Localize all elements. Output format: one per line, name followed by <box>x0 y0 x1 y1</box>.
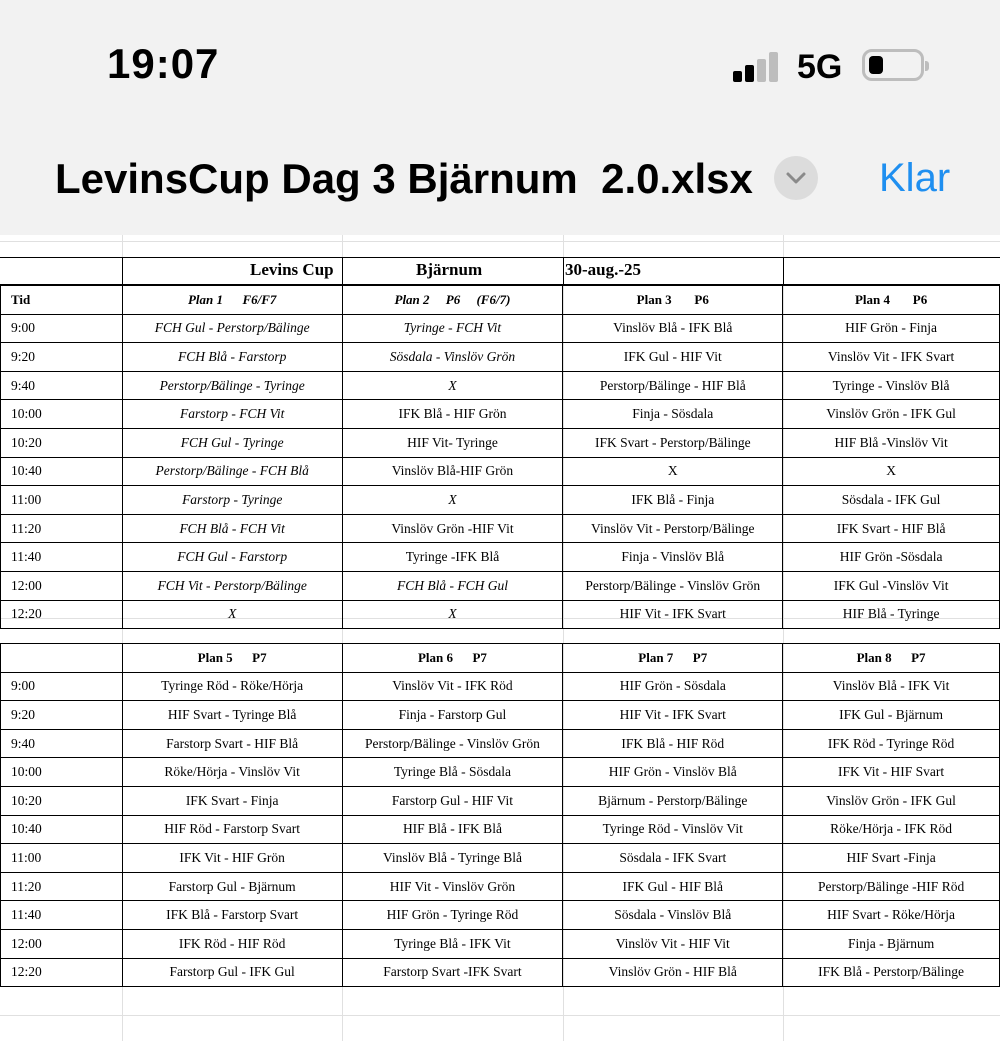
time-cell[interactable]: 11:40 <box>1 901 123 930</box>
table-row <box>1 343 1000 372</box>
match-cell[interactable]: IFK Blå - Farstorp Svart <box>122 901 342 930</box>
match-cell[interactable]: Perstorp/Bälinge - Vinslöv Grön <box>563 571 783 600</box>
match-cell[interactable]: IFK Svart - Finja <box>122 786 342 815</box>
match-cell[interactable]: HIF Vit - IFK Svart <box>563 701 783 730</box>
table-row <box>1 815 1000 844</box>
match-cell[interactable]: HIF Svart -Finja <box>783 844 1000 873</box>
match-cell[interactable]: FCH Gul - Tyringe <box>122 428 342 457</box>
table-row <box>1 457 1000 486</box>
match-cell[interactable]: IFK Svart - HIF Blå <box>783 514 1000 543</box>
match-cell[interactable]: HIF Grön - Sösdala <box>563 672 783 701</box>
match-cell[interactable]: Farstorp Gul - Bjärnum <box>122 872 342 901</box>
header-field-4[interactable]: Plan 8 P7 <box>783 644 1000 673</box>
match-cell[interactable]: Vinslöv Grön -HIF Vit <box>342 514 563 543</box>
match-cell[interactable]: IFK Vit - HIF Grön <box>122 844 342 873</box>
match-cell[interactable]: HIF Svart - Tyringe Blå <box>122 701 342 730</box>
match-cell[interactable]: Farstorp Svart - HIF Blå <box>122 729 342 758</box>
match-cell[interactable]: X <box>342 600 563 629</box>
match-cell[interactable]: IFK Svart - Perstorp/Bälinge <box>563 428 783 457</box>
time-cell[interactable]: 9:00 <box>1 314 123 343</box>
header-field-3[interactable]: Plan 7 P7 <box>563 644 783 673</box>
match-cell[interactable]: FCH Blå - FCH Vit <box>122 514 342 543</box>
match-cell[interactable]: Tyringe Röd - Vinslöv Vit <box>563 815 783 844</box>
spreadsheet-view[interactable] <box>0 235 1000 1041</box>
time-cell[interactable]: 11:00 <box>1 844 123 873</box>
match-cell[interactable]: Tyringe - Vinslöv Blå <box>783 371 1000 400</box>
table-row <box>1 314 1000 343</box>
match-cell[interactable]: HIF Grön -Sösdala <box>783 543 1000 572</box>
time-cell[interactable]: 10:00 <box>1 400 123 429</box>
time-cell[interactable]: 11:00 <box>1 486 123 515</box>
match-cell[interactable]: IFK Gul - HIF Vit <box>563 343 783 372</box>
time-cell[interactable]: 12:20 <box>1 600 123 629</box>
time-cell[interactable]: 10:20 <box>1 786 123 815</box>
match-cell[interactable]: Vinslöv Blå - IFK Vit <box>783 672 1000 701</box>
header-field-1[interactable]: Plan 5 P7 <box>122 644 342 673</box>
match-cell[interactable]: IFK Blå - Perstorp/Bälinge <box>783 958 1000 987</box>
event-date: 30-aug.-25 <box>565 260 642 279</box>
table-row <box>1 400 1000 429</box>
match-cell[interactable]: IFK Gul - Bjärnum <box>783 701 1000 730</box>
match-cell[interactable]: X <box>342 486 563 515</box>
time-cell[interactable]: 9:40 <box>1 729 123 758</box>
match-cell[interactable]: HIF Blå -Vinslöv Vit <box>783 428 1000 457</box>
table-row <box>1 428 1000 457</box>
match-cell[interactable]: IFK Röd - HIF Röd <box>122 929 342 958</box>
time-cell[interactable]: 10:40 <box>1 815 123 844</box>
match-cell[interactable]: Finja - Vinslöv Blå <box>563 543 783 572</box>
chevron-down-icon <box>785 169 807 187</box>
match-cell[interactable]: Röke/Hörja - Vinslöv Vit <box>122 758 342 787</box>
match-cell[interactable]: IFK Vit - HIF Svart <box>783 758 1000 787</box>
match-cell[interactable]: Perstorp/Bälinge - Tyringe <box>122 371 342 400</box>
header-time[interactable]: Tid <box>1 286 123 315</box>
time-cell[interactable]: 10:00 <box>1 758 123 787</box>
table-row <box>1 672 1000 701</box>
table-row <box>1 901 1000 930</box>
table-row <box>1 844 1000 873</box>
match-cell[interactable]: Vinslöv Vit - IFK Röd <box>342 672 563 701</box>
table-row <box>1 701 1000 730</box>
match-cell[interactable]: Perstorp/Bälinge -HIF Röd <box>783 872 1000 901</box>
time-cell[interactable]: 9:00 <box>1 672 123 701</box>
match-cell[interactable]: HIF Röd - Farstorp Svart <box>122 815 342 844</box>
table-row <box>1 786 1000 815</box>
table-row <box>1 543 1000 572</box>
match-cell[interactable]: Tyringe Blå - Sösdala <box>342 758 563 787</box>
header-field-2[interactable]: Plan 6 P7 <box>342 644 563 673</box>
match-cell[interactable]: IFK Blå - HIF Röd <box>563 729 783 758</box>
header-field-4[interactable]: Plan 4 P6 <box>783 286 1000 315</box>
time-cell[interactable]: 11:20 <box>1 872 123 901</box>
venue-name: Bjärnum <box>416 260 483 279</box>
match-cell[interactable]: Vinslöv Vit - Perstorp/Bälinge <box>563 514 783 543</box>
match-cell[interactable]: X <box>342 371 563 400</box>
match-cell[interactable]: Tyringe -IFK Blå <box>342 543 563 572</box>
match-cell[interactable]: Farstorp Gul - HIF Vit <box>342 786 563 815</box>
time-cell[interactable]: 12:00 <box>1 571 123 600</box>
match-cell[interactable]: Sösdala - IFK Gul <box>783 486 1000 515</box>
match-cell[interactable]: X <box>563 457 783 486</box>
match-cell[interactable]: Röke/Hörja - IFK Röd <box>783 815 1000 844</box>
table-row <box>1 872 1000 901</box>
table-row <box>1 600 1000 629</box>
match-cell[interactable]: HIF Svart - Röke/Hörja <box>783 901 1000 930</box>
match-cell[interactable]: X <box>783 457 1000 486</box>
match-cell[interactable]: HIF Grön - Vinslöv Blå <box>563 758 783 787</box>
time-cell[interactable]: 11:20 <box>1 514 123 543</box>
match-cell[interactable]: HIF Blå - IFK Blå <box>342 815 563 844</box>
table-row <box>1 571 1000 600</box>
time-cell[interactable]: 9:20 <box>1 701 123 730</box>
match-cell[interactable]: HIF Vit - IFK Svart <box>563 600 783 629</box>
match-cell[interactable]: HIF Grön - Tyringe Röd <box>342 901 563 930</box>
header-field-1[interactable]: Plan 1 F6/F7 <box>122 286 342 315</box>
match-cell[interactable]: FCH Gul - Perstorp/Bälinge <box>122 314 342 343</box>
match-cell[interactable]: Vinslöv Blå - IFK Blå <box>563 314 783 343</box>
match-cell[interactable]: HIF Vit - Vinslöv Grön <box>342 872 563 901</box>
time-cell[interactable]: 10:40 <box>1 457 123 486</box>
table-row <box>1 729 1000 758</box>
time-cell[interactable]: 11:40 <box>1 543 123 572</box>
header-time[interactable] <box>1 644 123 673</box>
match-cell[interactable]: Farstorp Svart -IFK Svart <box>342 958 563 987</box>
match-cell[interactable]: HIF Grön - Finja <box>783 314 1000 343</box>
match-cell[interactable]: IFK Blå - HIF Grön <box>342 400 563 429</box>
match-cell[interactable]: IFK Gul - HIF Blå <box>563 872 783 901</box>
match-cell[interactable]: Vinslöv Vit - IFK Svart <box>783 343 1000 372</box>
header-field-3[interactable]: Plan 3 P6 <box>563 286 783 315</box>
match-cell[interactable]: Tyringe - FCH Vit <box>342 314 563 343</box>
time-cell[interactable]: 10:20 <box>1 428 123 457</box>
match-cell[interactable]: Vinslöv Blå - Tyringe Blå <box>342 844 563 873</box>
match-cell[interactable]: IFK Gul -Vinslöv Vit <box>783 571 1000 600</box>
match-cell[interactable]: Vinslöv Vit - HIF Vit <box>563 929 783 958</box>
table-header-row <box>1 644 1000 673</box>
status-bar <box>0 0 1000 120</box>
match-cell[interactable]: Tyringe Blå - IFK Vit <box>342 929 563 958</box>
event-name: Levins Cup <box>250 260 334 279</box>
match-cell[interactable]: Farstorp - Tyringe <box>122 486 342 515</box>
match-cell[interactable]: Perstorp/Bälinge - HIF Blå <box>563 371 783 400</box>
table-row <box>1 958 1000 987</box>
document-title: LevinsCup Dag 3 Bjärnum 2.0.xlsx <box>55 155 753 202</box>
schedule-table-2 <box>0 643 1000 987</box>
match-cell[interactable]: Farstorp - FCH Vit <box>122 400 342 429</box>
table-row <box>1 929 1000 958</box>
match-cell[interactable]: HIF Blå - Tyringe <box>783 600 1000 629</box>
match-cell[interactable]: Sösdala - IFK Svart <box>563 844 783 873</box>
match-cell[interactable]: FCH Blå - Farstorp <box>122 343 342 372</box>
match-cell[interactable]: Farstorp Gul - IFK Gul <box>122 958 342 987</box>
match-cell[interactable]: HIF Vit- Tyringe <box>342 428 563 457</box>
time-cell[interactable]: 9:40 <box>1 371 123 400</box>
match-cell[interactable]: FCH Blå - FCH Gul <box>342 571 563 600</box>
match-cell[interactable]: Sösdala - Vinslöv Blå <box>563 901 783 930</box>
time-cell[interactable]: 12:20 <box>1 958 123 987</box>
table-row <box>1 486 1000 515</box>
match-cell[interactable]: Vinslöv Grön - IFK Gul <box>783 786 1000 815</box>
match-cell[interactable]: Bjärnum - Perstorp/Bälinge <box>563 786 783 815</box>
match-cell[interactable]: Perstorp/Bälinge - FCH Blå <box>122 457 342 486</box>
match-cell[interactable]: Sösdala - Vinslöv Grön <box>342 343 563 372</box>
match-cell[interactable]: FCH Vit - Perstorp/Bälinge <box>122 571 342 600</box>
battery-icon <box>862 49 924 81</box>
table-row <box>1 514 1000 543</box>
schedule-table-1 <box>0 285 1000 629</box>
network-type: 5G <box>797 48 843 86</box>
table-header-row <box>1 286 1000 315</box>
match-cell[interactable]: IFK Röd - Tyringe Röd <box>783 729 1000 758</box>
header-field-2[interactable]: Plan 2 P6 (F6/7) <box>342 286 563 315</box>
done-button[interactable]: Klar <box>879 156 951 200</box>
table-row <box>1 371 1000 400</box>
title-menu-button[interactable] <box>774 156 818 200</box>
match-cell[interactable]: Tyringe Röd - Röke/Hörja <box>122 672 342 701</box>
table-row <box>1 758 1000 787</box>
status-time: 19:07 <box>107 40 220 87</box>
document-title-bar <box>0 120 1000 235</box>
match-cell[interactable]: X <box>122 600 342 629</box>
match-cell[interactable]: Perstorp/Bälinge - Vinslöv Grön <box>342 729 563 758</box>
match-cell[interactable]: IFK Blå - Finja <box>563 486 783 515</box>
match-cell[interactable]: Finja - Sösdala <box>563 400 783 429</box>
cellular-signal-icon <box>733 52 783 82</box>
time-cell[interactable]: 9:20 <box>1 343 123 372</box>
match-cell[interactable]: Finja - Bjärnum <box>783 929 1000 958</box>
match-cell[interactable]: FCH Gul - Farstorp <box>122 543 342 572</box>
match-cell[interactable]: Finja - Farstorp Gul <box>342 701 563 730</box>
match-cell[interactable]: Vinslöv Blå-HIF Grön <box>342 457 563 486</box>
match-cell[interactable]: Vinslöv Grön - IFK Gul <box>783 400 1000 429</box>
match-cell[interactable]: Vinslöv Grön - HIF Blå <box>563 958 783 987</box>
time-cell[interactable]: 12:00 <box>1 929 123 958</box>
